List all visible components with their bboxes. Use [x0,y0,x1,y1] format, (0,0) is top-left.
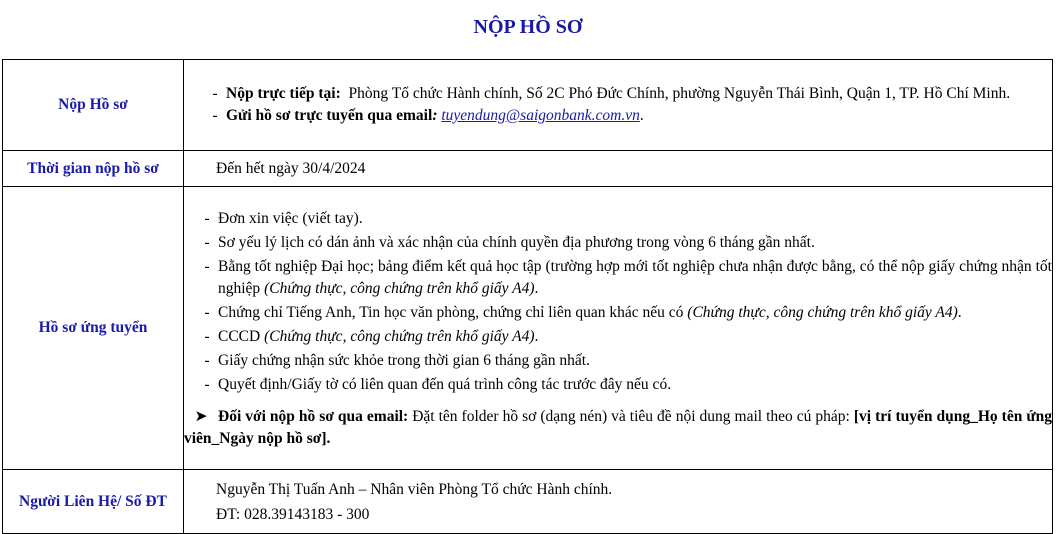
dash-bullet: - [204,233,210,251]
list-item [196,256,1052,300]
list-item [196,374,1052,396]
item-text: Giấy chứng nhận sức khỏe trong thời gian 6 tháng gần nhất. [218,351,590,369]
item-note: (Chứng thực, công chứng trên khổ giấy A4) [264,279,535,297]
dash-bullet: - [204,209,210,227]
list-item-text [218,256,1052,300]
list-item-text [218,232,1052,254]
table-row [3,60,1053,151]
table-row [3,470,1053,534]
row-content-ho-so-ung-tuyen [184,187,1053,470]
item-text: Sơ yếu lý lịch có dán ảnh và xác nhận của chính quyền địa phương trong vòng 6 tháng gần nhất. [218,233,815,251]
contact-name: Nguyễn Thị Tuấn Anh – Nhân viên Phòng Tổ chức Hành chính. [216,480,613,498]
table-row [3,187,1053,470]
item-end: . [957,303,962,321]
note-syntax: [vị trí tuyển dụng_Họ tên ứng viên_Ngày nộp hồ sơ]. [184,407,1052,447]
email-period: . [639,107,644,124]
item-text: CCCD [218,327,265,345]
list-item [196,350,1052,372]
row-label-nop-ho-so: Nộp Hồ sơ [3,60,184,151]
list-item [196,302,1052,324]
dash-bullet: - [212,85,218,102]
page-title: NỘP HỒ SƠ [473,16,583,38]
list-item-text [218,302,1052,324]
row-content-nop-ho-so [184,60,1053,151]
note-text: Đặt tên folder hồ sơ (dạng nén) và tiêu đề nội dung mail theo cú pháp: [408,407,854,425]
row-content-lien-he [184,470,1053,534]
list-item [196,208,1052,230]
item-end: . [534,327,539,345]
row-label-thoi-gian: Thời gian nộp hồ sơ [3,151,184,187]
dash-bullet: - [204,257,210,275]
documents-list [184,208,1052,396]
email-link[interactable]: tuyendung@saigonbank.com.vn [441,107,640,124]
dash-bullet: - [204,327,210,345]
contact-phone: ĐT: 028.39143183 - 300 [216,505,370,523]
item-note: (Chứng thực, công chứng trên khổ giấy A4) [687,303,958,321]
table-row [3,151,1053,187]
item-text: Chứng chỉ Tiếng Anh, Tin học văn phòng, chứng chỉ liên quan khác nếu có [218,303,688,321]
list-item-text [218,350,1052,372]
dash-bullet: - [204,351,210,369]
arrow-bullet-icon: ➤ [194,407,208,425]
list-item [184,105,1052,127]
item-text: Đơn xin việc (viết tay). [218,209,363,227]
note-label: Đối với nộp hồ sơ qua email: [218,407,409,425]
deadline-text: Đến hết ngày 30/4/2024 [184,151,1053,187]
dash-bullet: - [212,107,218,124]
row-label-lien-he: Người Liên Hệ/ Số ĐT [3,470,184,534]
list-item-text [218,326,1052,348]
list-item-text [218,374,1052,396]
item-end: . [534,279,539,297]
email-colon: : [432,107,438,124]
dash-bullet: - [204,375,210,393]
list-item [196,326,1052,348]
email-label: Gửi hồ sơ trực tuyến qua email [226,107,433,124]
direct-label: Nộp trực tiếp tại: [226,85,341,102]
dash-bullet: - [204,303,210,321]
list-item [196,232,1052,254]
direct-address: Phòng Tổ chức Hành chính, Số 2C Phó Đức Chính, phường Nguyễn Thái Bình, Quận 1, TP. Hồ Chí Minh. [348,85,1011,102]
email-note [184,406,1052,450]
item-text: Quyết định/Giấy tờ có liên quan đến quá trình công tác trước đây nếu có. [218,375,672,393]
list-item [184,83,1052,105]
item-note: (Chứng thực, công chứng trên khổ giấy A4) [264,327,535,345]
recruitment-table [2,59,1053,534]
list-item-text [218,208,1052,230]
item-text: Bằng tốt nghiệp Đại học; bảng điểm kết quả học tập (trường hợp mới tốt nghiệp chưa nhận được bằng, có thể nộp giấy chứng nhận tốt nghiệp [218,257,1052,297]
row-label-ho-so-ung-tuyen: Hồ sơ ứng tuyển [3,187,184,470]
